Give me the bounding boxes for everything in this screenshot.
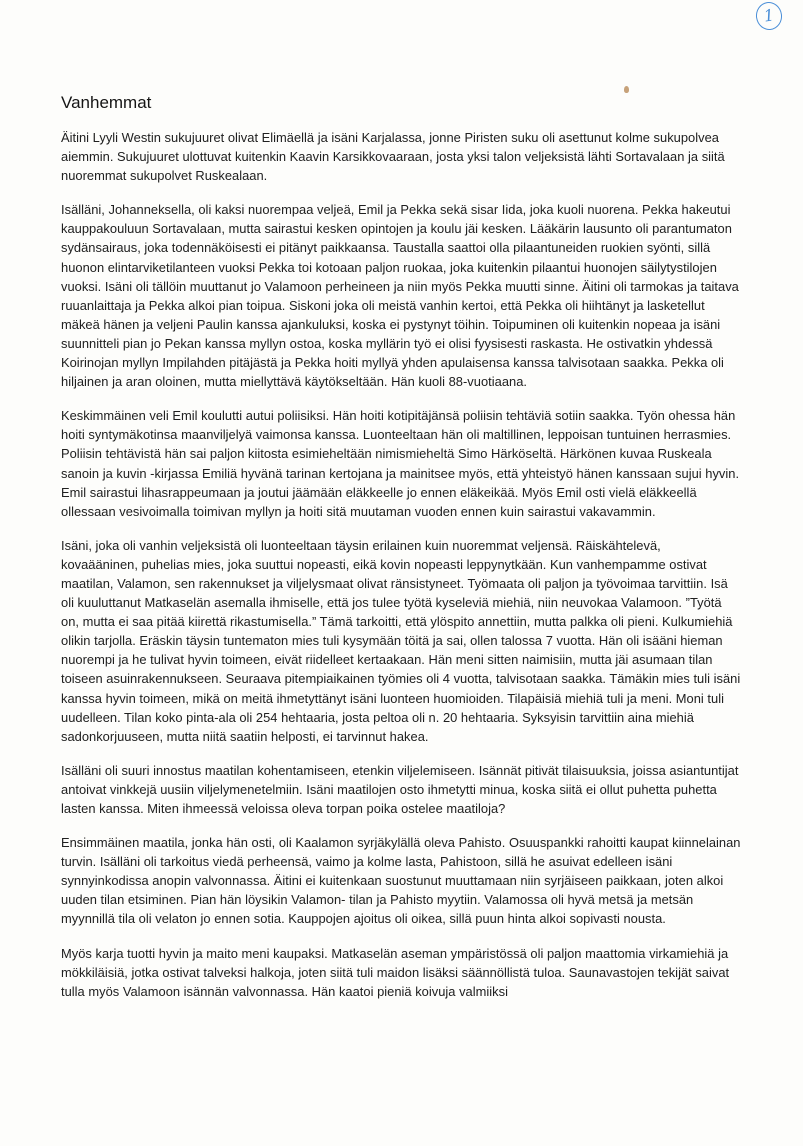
paragraph-farm-improvement: Isälläni oli suuri innostus maatilan kohentamiseen, etenkin viljelemiseen. Isännät pitivät tilaisuuksia, joissa asiantuntijat antoivat vinkkejä uusiin viljelymenetelmiin. Isäni maatilojen osto ihmetytti minua, koska siitä ei ollut puhetta puhetta lasten kanssa. Miten ihmeessä veloissa oleva torpan poika ostelee maatiloja? [61, 762, 739, 816]
paragraph-cattle: Myös karja tuotti hyvin ja maito meni kaupaksi. Matkaselän aseman ympäristössä oli paljon maattomia virkamiehiä ja mökkiläisiä, jotka ostivat talveksi halkoja, joten siitä tuli maidon lisäksi säännöllistä tuloa. Saunavastojen tekijät saivat tulla myös Valamoon isännän valvonnassa. Hän kaatoi pieniä koivuja valmiiksi [61, 945, 730, 999]
paragraph-first-farm: Ensimmäinen maatila, jonka hän osti, oli Kaalamon syrjäkylällä oleva Pahisto. Osuuspankki rahoitti kaupat kiinnelainan turvin. Isälläni oli tarkoitus viedä perheensä, vaimo ja kolme lasta, Pahistoon, sillä he asuivat edelleen isäni synnyinkodissa anopin valvonnassa. Äitini ei kuitenkaan suostunut muuttamaan niin syrjäiseen paikkaan, joten alkoi uuden tilan etsiminen. Pian hän löysikin Valamon- tilan ja Pahisto myytiin. Valamossa oli hyvä metsä ja metsän myynnillä tila oli velaton jo ennen sotia. Kauppojen ajoitus oli oikea, sillä puun hinta alkoi sopivasti nousta. [61, 835, 741, 927]
paragraph-emil: Keskimmäinen veli Emil koulutti autui poliisiksi. Hän hoiti kotipitäjänsä poliisin tehtäviä sotiin saakka. Työn ohessa hän hoiti syntymäkotinsa maanviljelyä vaimonsa kanssa. Luonteeltaan hän oli maltillinen, leppoisan tuntuinen herrasmies. Poliisin tehtävistä hän sai paljon kiitosta esimieheltään nimismieheltä Simo Härköseltä. Härkönen kuvaa Ruskeala sanoin ja kuvin -kirjassa Emiliä hyvänä tarinan kertojana ja mainitsee myös, että yhteistyö hänen kanssaan sujui hyvin. Emil sairastui lihasrappeumaan ja joutui jäämään eläkkeelle jo ennen eläkeikää. Myös Emil osti vielä eläkkeellä ollessaan vesivoimalla toimivan myllyn ja hoiti sitä muutaman vuoden ennen kuin sairastui vakavammin. [61, 408, 740, 519]
paragraph-father: Isäni, joka oli vanhin veljeksistä oli luonteeltaan täysin erilainen kuin nuoremmat veljensä. Räiskähtelevä, kovaääninen, puhelias mies, joka suuttui nopeasti, eikä kovin nopeasti leppynytkään. Kun vanhempamme ostivat maatilan, Valamon, sen rakennukset ja viljelysmaat olivat ränsistyneet. Työmaata oli paljon ja työvoimaa tarvittiin. Isä oli kuuluttanut Matkaselän asemalla ihmiselle, että jos tulee työtä kyseleviä miehiä, niin neuvokaa Valamoon. ”Työtä on, mutta ei saa pitää kiirettä rikastumisella.” Tämä tarkoitti, että ylöspito annettiin, mutta palkka oli pieni. Kulkumiehiä olikin tarjolla. Eräskin täysin tuntematon mies tuli kysymään töitä ja sai, ollen talossa 7 vuotta. Hän oli isääni hieman nuorempi ja he tulivat hyvin toimeen, eivät riidelleet kertaakaan. Hän meni sitten naimisiin, mutta jäi asumaan tilan toiseen asuinrakennukseen. Seuraava pitempiaikainen työmies oli 4 vuotta, talvisotaan saakka. Tämäkin mies tuli isäni kanssa hyvin toimeen, mikä on meitä ihmetyttänyt isäni luonteen huomioiden. Tilapäisiä miehiä tuli ja meni. Moni tuli uudelleen. Tilan koko pinta-ala oli 254 hehtaaria, josta peltoa oli n. 20 hehtaaria. Syksyisin tarvittiin aina miehiä sadonkorjuuseen, mutta niitä saatiin helposti, ei tarvinnut hakea. [61, 537, 741, 744]
document-body [61, 92, 741, 1016]
page-number-annotation: 1 [754, 0, 784, 31]
paragraph-origins: Äitini Lyyli Westin sukujuuret olivat Elimäellä ja isäni Karjalassa, jonne Piristen suku oli asettunut kolme sukupolvea aiemmin. Sukujuuret ulottuvat kuitenkin Kaavin Karsikkovaaraan, josta yksi talon veljeksistä lähti Sortavalaan ja siitä nuoremmat sukupolvet Ruskealaan. [61, 130, 725, 184]
section-title: Vanhemmat [61, 93, 152, 112]
paragraph-pekka: Isälläni, Johanneksella, oli kaksi nuorempaa veljeä, Emil ja Pekka sekä sisar Iida, joka kuoli nuorena. Pekka hakeutui kauppakouluun Sortavalaan, mutta sairastui kesken opintojen ja koulu jäi kesken. Lääkärin lausunto oli parantumaton sydänsairaus, joka todennäköisesti ei pitänyt paikkaansa. Taustalla saattoi olla pilaantuneiden ruokien syönti, sillä huonon elintarviketilanteen vuoksi Pekka toi kotoaan paljon ruokaa, joka kuitenkin pilaantui huonojen säilytystilojen vuoksi. Isäni oli tällöin muuttanut jo Valamoon perheineen ja niin myös Pekka muutti sinne. Äitini oli tarmokas ja taitava ruuanlaittaja ja Pekka alkoi pian toipua. Siskoni joka oli meistä vanhin kertoi, että Pekka oli hiihtänyt ja lasketellut mäkeä hänen ja veljeni Paulin kanssa ajankuluksi, koska ei pystynyt töihin. Toipuminen oli kuitenkin nopeaa ja isäni suunnitteli pian jo Pekan kanssa myllyn ostoa, koska myllärin työ ei olisi fyysisesti raskasta. He ostivatkin yhdessä Koirinojan myllyn Impilahden pitäjästä ja Pekka hoiti myllyä yhden apulaisensa kanssa talvisotaan saakka. Pekka oli hiljainen ja aran oloinen, mutta miellyttävä käytökseltään. Hän kuoli 88-vuotiaana. [61, 202, 739, 390]
